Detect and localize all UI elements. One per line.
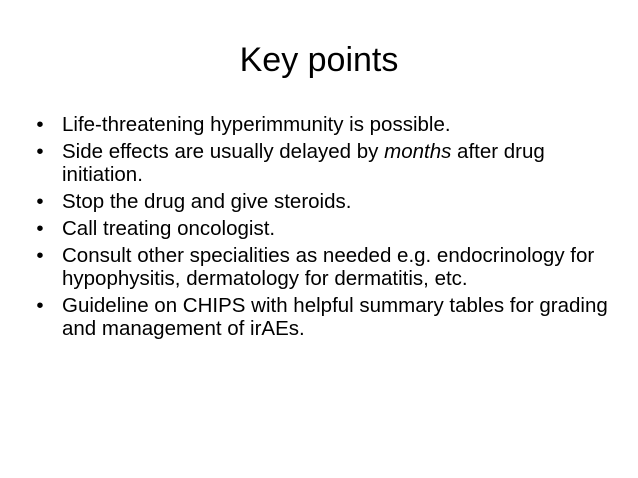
slide-title: Key points xyxy=(239,41,399,79)
bullet-text-part: after drug initiation. xyxy=(62,140,545,186)
bullet-item xyxy=(28,140,628,186)
bullet-marker: • xyxy=(36,140,44,163)
bullet-item xyxy=(28,244,628,290)
bullet-text: Life-threatening hyperimmunity is possible. xyxy=(62,113,451,136)
bullet-item xyxy=(28,217,628,240)
bullet-emphasis: months xyxy=(384,140,452,163)
bullet-text-part: Side effects are usually delayed by xyxy=(62,140,385,163)
bullet-item xyxy=(28,294,628,340)
bullet-text xyxy=(62,140,545,186)
bullet-text: Call treating oncologist. xyxy=(62,217,276,240)
bullet-item xyxy=(28,190,628,213)
bullet-text: Guideline on CHIPS with helpful summary tables for grading and management of irAEs. xyxy=(62,294,608,340)
bullet-text: Consult other specialities as needed e.g. endocrinology for hypophysitis, dermatology for dermatitis, etc. xyxy=(62,244,595,290)
bullet-marker: • xyxy=(36,244,44,267)
bullet-item xyxy=(28,113,628,136)
bullet-marker: • xyxy=(36,113,44,136)
bullet-list xyxy=(28,113,628,344)
bullet-marker: • xyxy=(36,190,44,213)
bullet-marker: • xyxy=(36,294,44,317)
bullet-marker: • xyxy=(36,217,44,240)
bullet-text: Stop the drug and give steroids. xyxy=(62,190,352,213)
